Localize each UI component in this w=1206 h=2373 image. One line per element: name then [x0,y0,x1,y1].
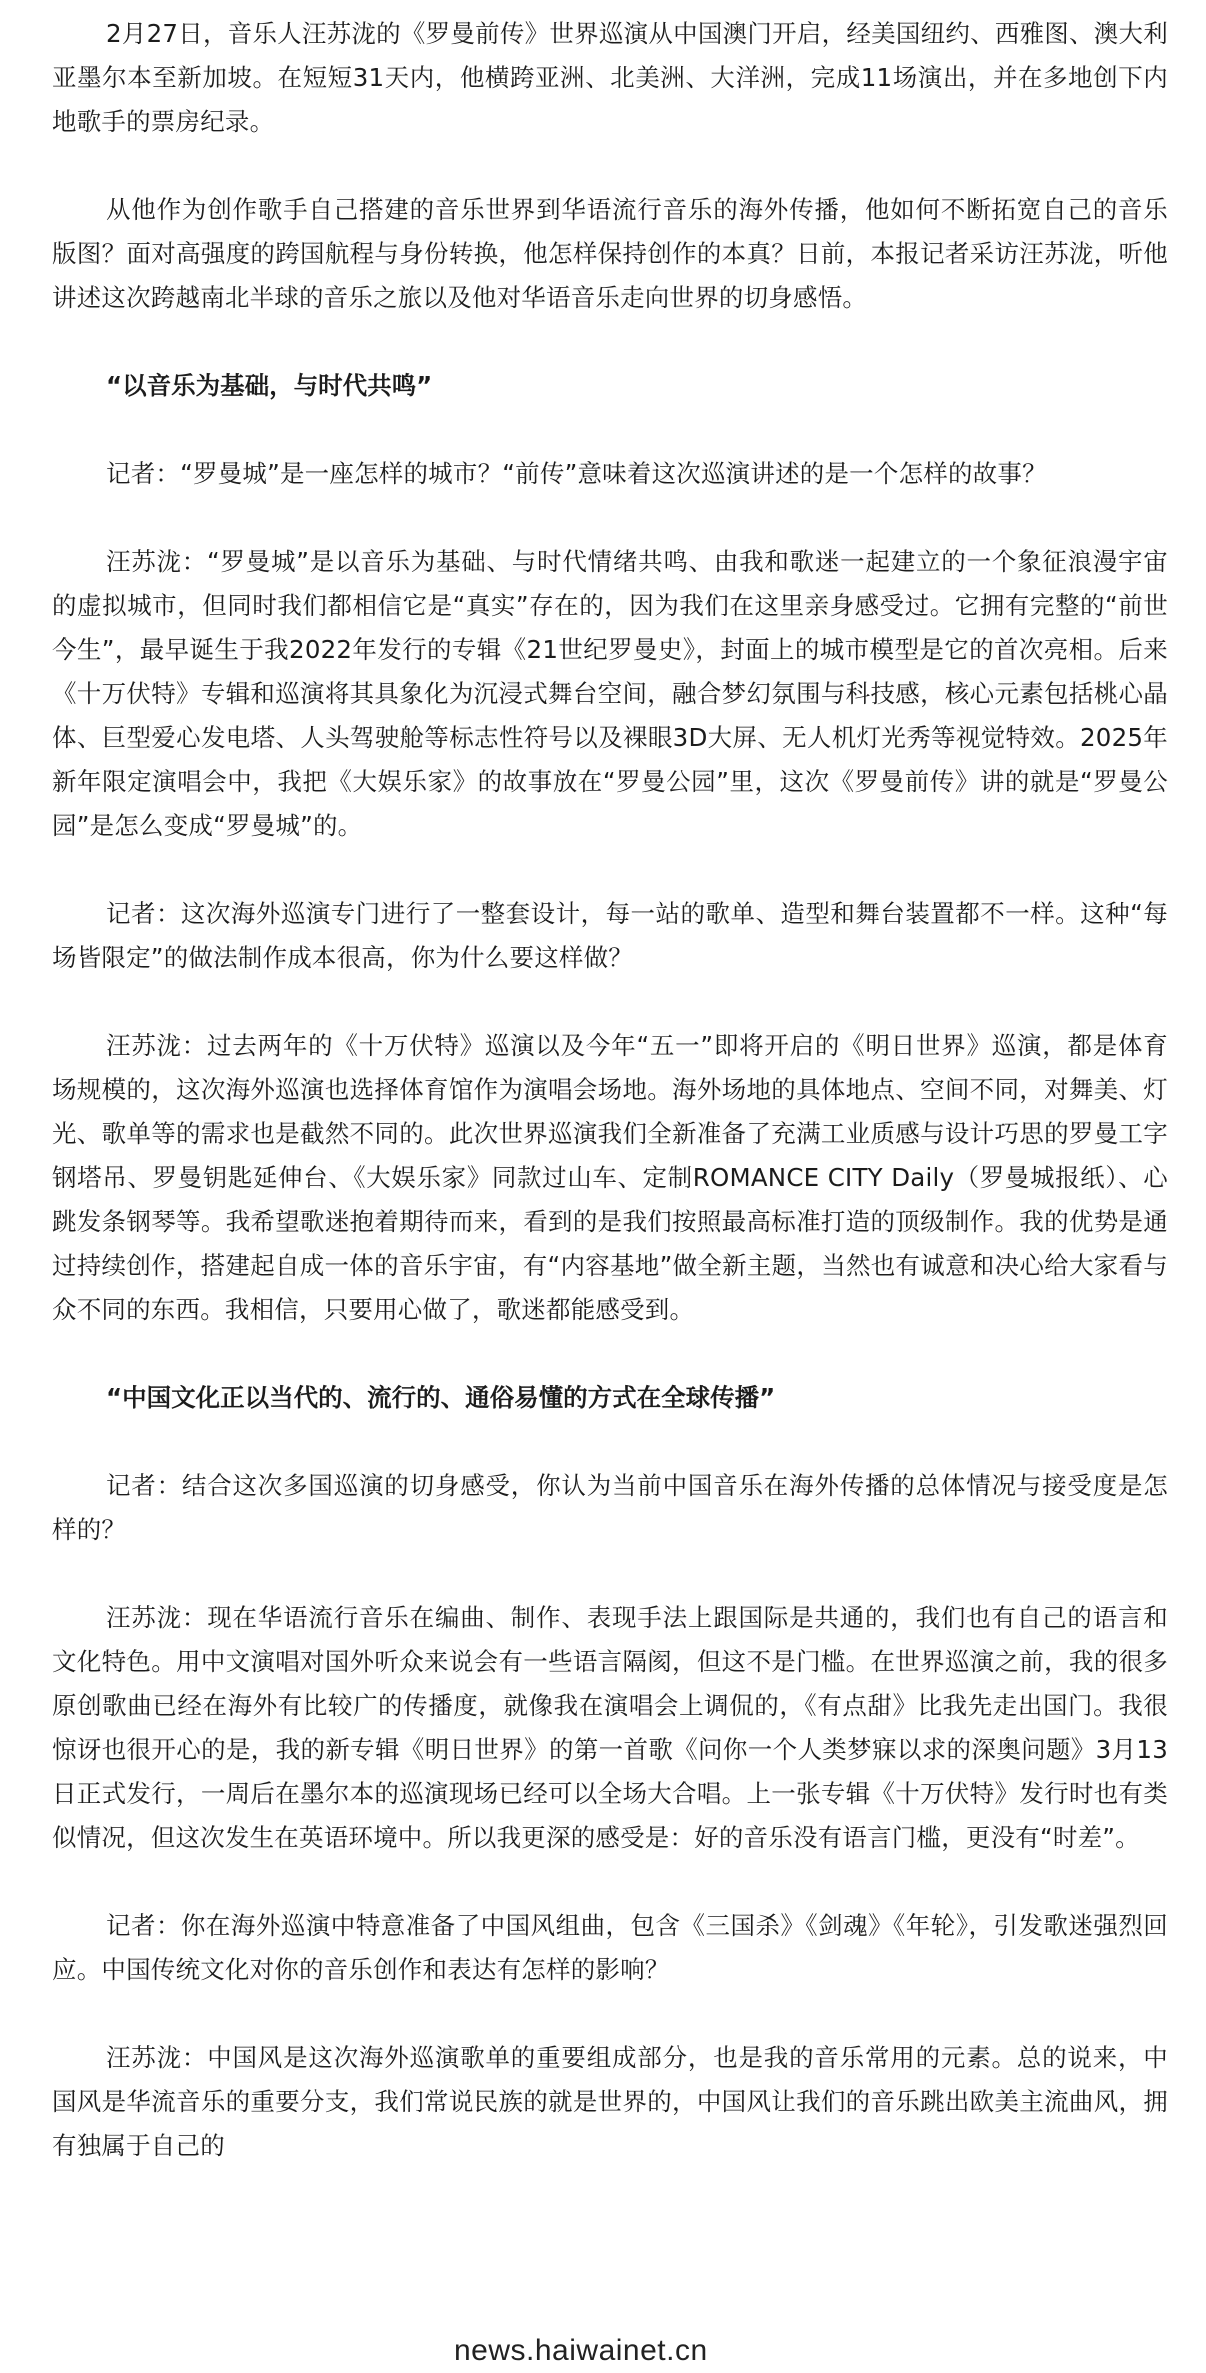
paragraph-gap [52,496,1168,540]
article-body [52,12,1168,2168]
intro-paragraph-2: 从他作为创作歌手自己搭建的音乐世界到华语流行音乐的海外传播，他如何不断拓宽自己的音乐版图？面对高强度的跨国航程与身份转换，他怎样保持创作的本真？日前，本报记者采访汪苏泷，听他讲述这次跨越南北半球的音乐之旅以及他对华语音乐走向世界的切身感悟。 [52,195,1168,312]
watermark-fade [380,2328,440,2373]
paragraph-gap [52,1420,1168,1464]
paragraph-gap [52,144,1168,188]
section-heading-2: “中国文化正以当代的、流行的、通俗易懂的方式在全球传播” [106,1383,776,1412]
answer-2: 汪苏泷：过去两年的《十万伏特》巡演以及今年“五一”即将开启的《明日世界》巡演，都是体育场规模的，这次海外巡演也选择体育馆作为演唱会场地。海外场地的具体地点、空间不同，对舞美、灯光、歌单等的需求也是截然不同的。此次世界巡演我们全新准备了充满工业质感与设计巧思的罗曼工字钢塔吊、罗曼钥匙延伸台、《大娱乐家》同款过山车、定制ROMANCE CITY Daily（罗曼城报纸）、心跳发条钢琴等。我希望歌迷抱着期待而来，看到的是我们按照最高标准打造的顶级制作。我的优势是通过持续创作，搭建起自成一体的音乐宇宙，有“内容基地”做全新主题，当然也有诚意和决心给大家看与众不同的东西。我相信，只要用心做了，歌迷都能感受到。 [52,1031,1168,1324]
paragraph-gap [52,980,1168,1024]
question-4: 记者：你在海外巡演中特意准备了中国风组曲，包含《三国杀》《剑魂》《年轮》，引发歌迷强烈回应。中国传统文化对你的音乐创作和表达有怎样的影响？ [52,1911,1168,1984]
answer-4: 汪苏泷：中国风是这次海外巡演歌单的重要组成部分，也是我的音乐常用的元素。总的说来，中国风是华流音乐的重要分支，我们常说民族的就是世界的，中国风让我们的音乐跳出欧美主流曲风，拥有独属于自己的 [52,2043,1168,2160]
intro-paragraph: 2月27日，音乐人汪苏泷的《罗曼前传》世界巡演从中国澳门开启，经美国纽约、西雅图、澳大利亚墨尔本至新加坡。在短短31天内，他横跨亚洲、北美洲、大洋洲，完成11场演出，并在多地创下内地歌手的票房纪录。 [52,19,1168,136]
answer-3: 汪苏泷：现在华语流行音乐在编曲、制作、表现手法上跟国际是共通的，我们也有自己的语言和文化特色。用中文演唱对国外听众来说会有一些语言隔阂，但这不是门槛。在世界巡演之前，我的很多原创歌曲已经在海外有比较广的传播度，就像我在演唱会上调侃的，《有点甜》比我先走出国门。我很惊讶也很开心的是，我的新专辑《明日世界》的第一首歌《问你一个人类梦寐以求的深奥问题》3月13日正式发行，一周后在墨尔本的巡演现场已经可以全场大合唱。上一张专辑《十万伏特》发行时也有类似情况，但这次发生在英语环境中。所以我更深的感受是：好的音乐没有语言门槛，更没有“时差”。 [52,1603,1168,1852]
section-heading-1: “以音乐为基础，与时代共鸣” [106,371,433,400]
paragraph-gap [52,1332,1168,1376]
paragraph-gap [52,1992,1168,2036]
paragraph-gap [52,320,1168,364]
question-3: 记者：结合这次多国巡演的切身感受，你认为当前中国音乐在海外传播的总体情况与接受度是怎样的？ [52,1471,1168,1544]
paragraph-gap [52,408,1168,452]
source-watermark [440,2328,722,2373]
paragraph-gap [52,848,1168,892]
question-2: 记者：这次海外巡演专门进行了一整套设计，每一站的歌单、造型和舞台装置都不一样。这种“每场皆限定”的做法制作成本很高，你为什么要这样做？ [52,899,1168,972]
paragraph-gap [52,1860,1168,1904]
answer-1: 汪苏泷：“罗曼城”是以音乐为基础、与时代情绪共鸣、由我和歌迷一起建立的一个象征浪漫宇宙的虚拟城市，但同时我们都相信它是“真实”存在的，因为我们在这里亲身感受过。它拥有完整的“前世今生”，最早诞生于我2022年发行的专辑《21世纪罗曼史》，封面上的城市模型是它的首次亮相。后来《十万伏特》专辑和巡演将其具象化为沉浸式舞台空间，融合梦幻氛围与科技感，核心元素包括桃心晶体、巨型爱心发电塔、人头驾驶舱等标志性符号以及裸眼3D大屏、无人机灯光秀等视觉特效。2025年新年限定演唱会中，我把《大娱乐家》的故事放在“罗曼公园”里，这次《罗曼前传》讲的就是“罗曼公园”是怎么变成“罗曼城”的。 [52,547,1168,840]
question-1: 记者：“罗曼城”是一座怎样的城市？“前传”意味着这次巡演讲述的是一个怎样的故事？ [106,459,1047,488]
paragraph-gap [52,1552,1168,1596]
watermark-text: news.haiwainet.cn [454,2334,708,2367]
